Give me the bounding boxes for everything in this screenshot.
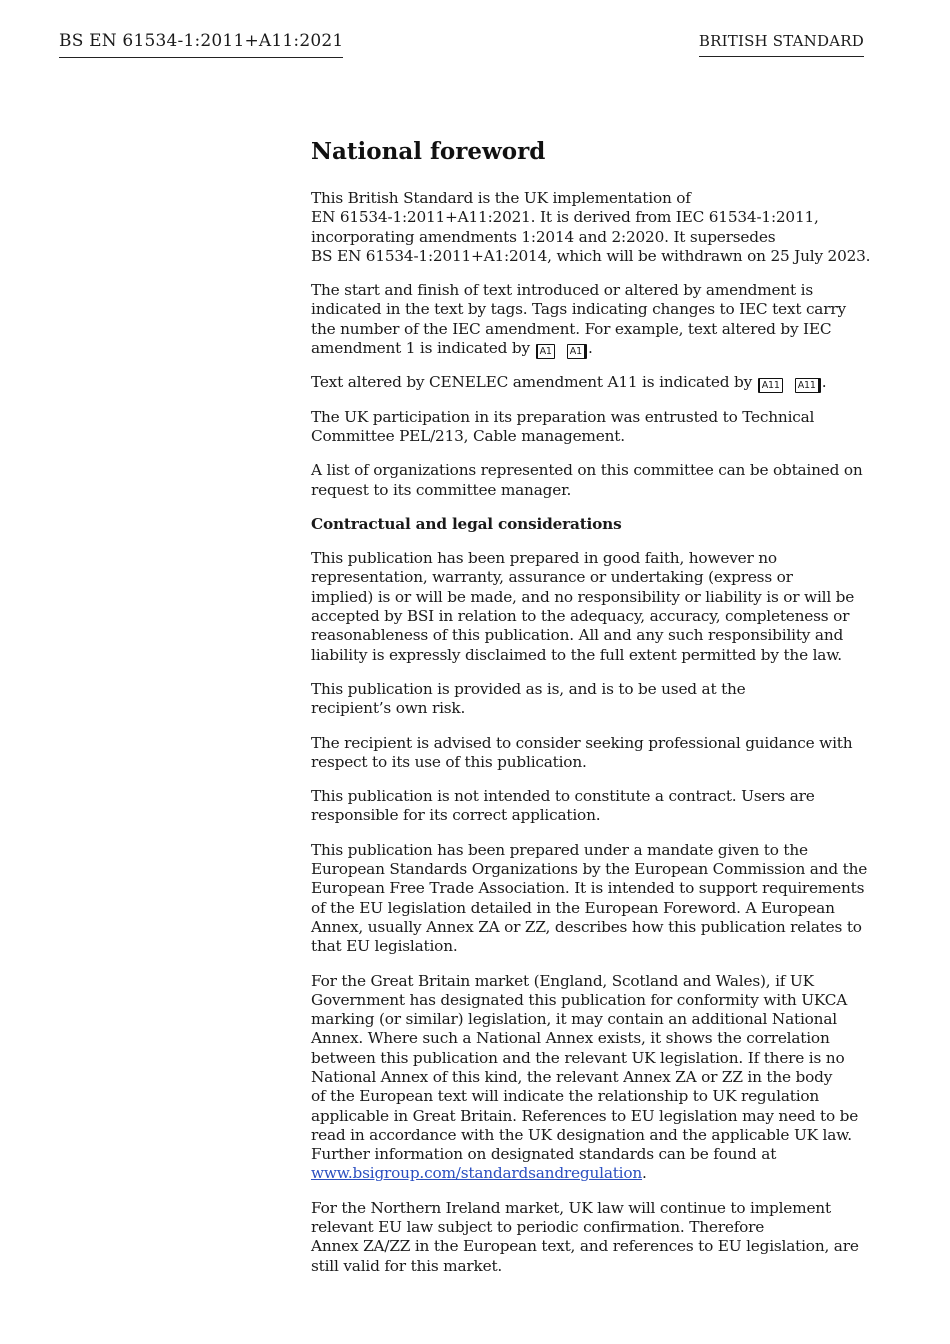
paragraph-implementation <box>311 189 871 266</box>
text-line: representation, warranty, assurance or undertaking (express or <box>311 568 793 587</box>
header-series-label: BRITISH STANDARD <box>699 32 864 57</box>
paragraph-mandate <box>311 841 871 957</box>
paragraph-northern-ireland <box>311 1199 871 1276</box>
text-line: A list of organizations represented on this committee can be obtained on <box>311 461 863 480</box>
text-line: marking (or similar) legislation, it may contain an additional National <box>311 1010 837 1029</box>
text-line: recipient’s own risk. <box>311 699 466 718</box>
text-line: The recipient is advised to consider seeking professional guidance with <box>311 733 853 752</box>
text-line: The start and finish of text introduced or altered by amendment is <box>311 281 813 300</box>
page-title: National foreword <box>311 138 546 165</box>
text-line: This publication has been prepared in good faith, however no <box>311 549 777 568</box>
paragraph-great-britain <box>311 972 871 1184</box>
text-line: applicable in Great Britain. References to EU legislation may need to be <box>311 1106 859 1125</box>
text-line: read in accordance with the UK designation and the applicable UK law. <box>311 1125 852 1144</box>
text-line: indicated in the text by tags. Tags indicating changes to IEC text carry <box>311 300 846 319</box>
cenelec-amendment-open-tag: A11 <box>758 378 783 393</box>
cenelec-amendment-close-tag: A11 <box>795 378 821 393</box>
iec-amendment-open-tag: A1 <box>536 344 555 359</box>
text-line <box>311 1164 871 1183</box>
text-line: of the EU legislation detailed in the European Foreword. A European <box>311 898 835 917</box>
paragraph-organizations <box>311 461 871 500</box>
text-line <box>311 339 871 358</box>
header-document-id: BS EN 61534-1:2011+A11:2021 <box>59 31 343 58</box>
text-line: Government has designated this publication for conformity with UKCA <box>311 990 848 1009</box>
text-line: relevant EU law subject to periodic confirmation. Therefore <box>311 1218 765 1237</box>
text-line: incorporating amendments 1:2014 and 2:2020. It supersedes <box>311 227 776 246</box>
text-line: This publication has been prepared under a mandate given to the <box>311 840 808 859</box>
text-line: of the European text will indicate the relationship to UK regulation <box>311 1087 820 1106</box>
text-fragment: . <box>642 1164 647 1183</box>
iec-amendment-close-tag: A1 <box>567 344 587 359</box>
text-line: accepted by BSI in relation to the adequacy, accuracy, completeness or <box>311 607 850 626</box>
text-line: This British Standard is the UK implementation of <box>311 189 691 207</box>
national-foreword-section <box>311 138 871 1291</box>
text-line: For the Northern Ireland market, UK law will continue to implement <box>311 1198 831 1217</box>
text-line: BS EN 61534-1:2011+A1:2014, which will be withdrawn on 25 July 2023. <box>311 246 871 265</box>
text-line: implied) is or will be made, and no responsibility or liability is or will be <box>311 587 855 606</box>
text-line: responsible for its correct application. <box>311 806 601 825</box>
text-line: European Standards Organizations by the European Commission and the <box>311 860 868 879</box>
text-line <box>311 373 871 392</box>
text-line: Further information on designated standards can be found at <box>311 1145 777 1164</box>
text-line: EN 61534-1:2011+A11:2021. It is derived from IEC 61534-1:2011, <box>311 208 819 227</box>
paragraph-not-contract <box>311 787 871 826</box>
paragraph-professional-guidance <box>311 734 871 773</box>
text-line: Annex ZA/ZZ in the European text, and references to EU legislation, are <box>311 1237 859 1256</box>
text-fragment: amendment 1 is indicated by <box>311 339 530 358</box>
paragraph-as-is <box>311 680 871 719</box>
text-line: between this publication and the relevant UK legislation. If there is no <box>311 1048 845 1067</box>
text-line: Committee PEL/213, Cable management. <box>311 426 625 445</box>
text-line: This publication is provided as is, and is to be used at the <box>311 679 746 698</box>
text-line: For the Great Britain market (England, Scotland and Wales), if UK <box>311 971 814 990</box>
text-line: Annex. Where such a National Annex exists, it shows the correlation <box>311 1029 830 1048</box>
paragraph-cenelec-tags <box>311 373 871 392</box>
paragraph-good-faith <box>311 549 871 665</box>
text-line: reasonableness of this publication. All and any such responsibility and <box>311 626 844 645</box>
bsi-standards-link[interactable]: www.bsigroup.com/standardsandregulation <box>311 1164 643 1183</box>
text-line: the number of the IEC amendment. For example, text altered by IEC <box>311 319 832 338</box>
text-line: respect to its use of this publication. <box>311 752 587 771</box>
text-line: that EU legislation. <box>311 937 458 956</box>
subheading-contractual: Contractual and legal considerations <box>311 514 622 533</box>
text-line: European Free Trade Association. It is intended to support requirements <box>311 879 865 898</box>
text-line: request to its committee manager. <box>311 480 572 499</box>
text-line: National Annex of this kind, the relevant Annex ZA or ZZ in the body <box>311 1067 833 1086</box>
text-line: The UK participation in its preparation was entrusted to Technical <box>311 407 815 426</box>
text-fragment: . <box>587 339 593 358</box>
text-line: liability is expressly disclaimed to the full extent permitted by the law. <box>311 645 842 664</box>
text-line: Annex, usually Annex ZA or ZZ, describes how this publication relates to <box>311 917 862 936</box>
paragraph-amendment-tags <box>311 281 871 358</box>
text-fragment: . <box>821 373 827 392</box>
text-fragment: Text altered by CENELEC amendment A11 is indicated by <box>311 373 753 392</box>
text-line: This publication is not intended to constitute a contract. Users are <box>311 787 815 806</box>
text-line: still valid for this market. <box>311 1256 503 1275</box>
paragraph-committee <box>311 408 871 447</box>
